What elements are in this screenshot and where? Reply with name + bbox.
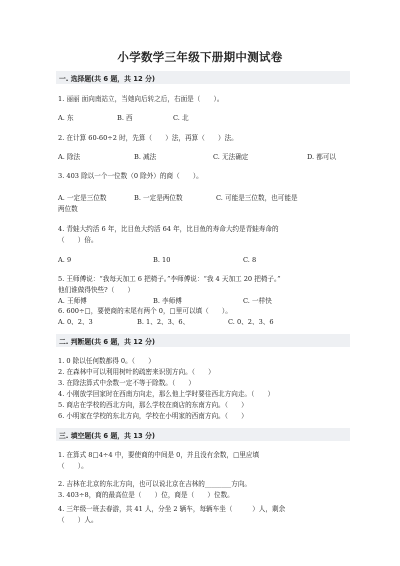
choice-q4-stem: 4. 青蛙大约活 6 年，比目鱼大约活 64 年，比目鱼的寿命大约是青蛙寿命的 [58,225,279,233]
fill-q1: 1. 在算式 8□4÷4 中，要使商的中间是 0，并且没有余数，□里应填 [58,451,260,459]
judge-item: 1. 0 除以任何数都得 0。（ ） [58,357,155,365]
choice-q4-stem-cont: （ ）倍。 [58,236,98,244]
section-heading: 三. 填空题(共 6 题，共 13 分) [59,432,155,440]
choice-q1-stem: 1. 丽丽 面向南站立，当她向后转之后，右面是（ ）。 [58,95,224,103]
choice-q2-option-a: A. 除法 [58,153,81,161]
choice-q3-option-c: C. 可能是三位数，也可能是 [216,194,298,202]
fill-q4: 4. 三年级一班去春游，共 41 人，分坐 2 辆车，每辆车坐（ ）人，剩余 [58,505,286,513]
choice-q1-option-a: A. 东 [58,114,74,122]
fill-q3: 3. 403÷8，商的最高位是（ ）位，商是（ ）位数。 [58,491,234,499]
judge-item: 4. 小刚放学回家时在西南方向走，那么他上学时要往西北方向走。（ ） [58,390,275,398]
choice-q3-option-c-cont: 两位数 [58,205,78,213]
choice-q5-option-b: B. 李师傅 [153,297,182,305]
choice-q5-option-c: C. 一样快 [243,297,272,305]
judge-item: 2. 在森林中可以利用树叶的疏密来识别方向。（ ） [58,368,215,376]
judge-item: 6. 小明家在学校的东北方向，学校在小明家的西南方向。（ ） [58,412,248,420]
choice-q6-stem: 6. 600÷□，要使商的末尾有两个 0，□里可以填（ ）。 [58,307,232,315]
choice-q6-option-c: C. 0、2、3、6 [228,318,274,326]
choice-q3-stem: 3. 403 除以一个一位数（0 除外）的商（ ）。 [58,172,203,180]
page-title: 小学数学三年级下册期中测试卷 [117,50,283,64]
choice-q4-option-b: B. 10 [153,256,171,264]
choice-q1-option-b: B. 西 [117,114,133,122]
choice-q4-option-c: C. 8 [243,256,257,264]
choice-q5-stem: 5. 王师傅说：“我每天加工 6 把椅子。”李师傅说：“我 4 天加工 20 把椅子。” [58,275,281,283]
choice-q6-option-b: B. 1、2、3、6、 [137,318,190,326]
fill-q4-cont: （ ）人。 [58,516,98,524]
fill-q1-cont: （ ）。 [58,462,88,470]
choice-q4-option-a: A. 9 [58,256,72,264]
section-header-fill [56,428,350,441]
section-header-choice [56,71,350,84]
section-header-judge [56,334,350,347]
choice-q5-option-a: A. 王师傅 [58,297,87,305]
choice-q1-option-c: C. 北 [173,114,189,122]
section-heading: 二. 判断题(共 6 题，共 12 分) [59,338,155,346]
choice-q5-stem-cont: 他们谁做得快些?（ ） [58,286,135,294]
section-heading: 一. 选择题(共 6 题，共 12 分) [59,75,155,83]
choice-q2-option-c: C. 无法确定 [213,153,249,161]
judge-item: 5. 商店在学校的西北方向，那么学校在商店的东南方向。（ ） [58,401,248,409]
choice-q3-option-b: B. 一定是两位数 [134,194,183,202]
choice-q6-option-a: A. 0、2、3 [58,318,93,326]
choice-q3-option-a: A. 一定是三位数 [58,194,107,202]
fill-q2: 2. 吉林在北京的东北方向，也可以说北京在吉林的________方向。 [58,480,252,488]
judge-item: 3. 在除法算式中余数一定不等于除数。（ ） [58,379,195,387]
choice-q2-option-d: D. 都可以 [307,153,337,161]
choice-q2-option-b: B. 减法 [134,153,157,161]
choice-q2-stem: 2. 在计算 60-60÷2 时，先算（ ）法，再算（ ）法。 [58,134,238,142]
